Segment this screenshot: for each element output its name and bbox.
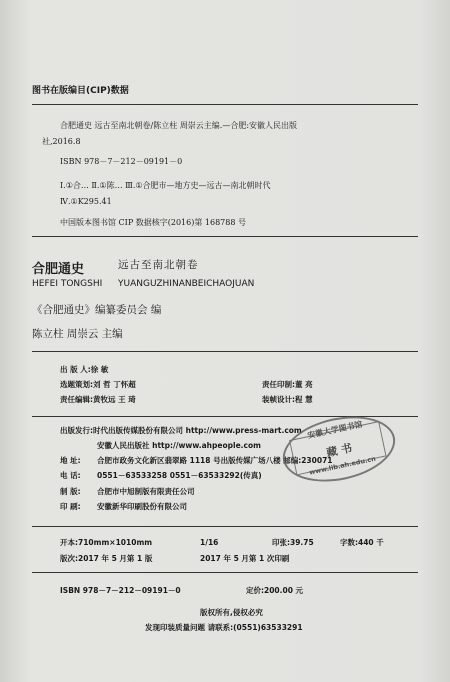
print-supervisor: 责任印制:董 亮 <box>262 380 313 389</box>
edition: 版次:2017 年 5 月第 1 版 <box>60 554 153 563</box>
printed-sheets: 印张:39.75 <box>272 538 314 547</box>
cip-check-number: 中国版本图书馆 CIP 数据核字(2016)第 168788 号 <box>60 218 246 227</box>
publisher-2: 安徽人民出版社 http://www.ahpeople.com <box>97 441 261 450</box>
cip-entry-line1: 合肥通史 远古至南北朝卷/陈立柱 周崇云主编.—合肥:安徽人民出版 <box>60 121 298 130</box>
printing: 安徽新华印刷股份有限公司 <box>97 502 187 511</box>
cip-heading: 图书在版编目(CIP)数据 <box>32 86 129 96</box>
impression: 2017 年 5 月第 1 次印刷 <box>200 554 290 563</box>
library-stamp <box>277 407 401 491</box>
quality-contact: 发现印装质量问题 请联系:(0551)63533291 <box>145 623 303 632</box>
book-subtitle: 远古至南北朝卷 <box>118 259 199 271</box>
binding-design: 装帧设计:程 慧 <box>262 395 313 404</box>
pinyin-subtitle: YUANGUZHINANBEICHAOJUAN <box>118 279 255 289</box>
stamp-top-text: 安徽大学图书馆 <box>306 419 364 441</box>
price: 定价:200.00 元 <box>246 586 304 595</box>
chief-editors: 陈立柱 周崇云 主编 <box>32 328 123 340</box>
responsible-editor: 责任编辑:黄牧远 王 琦 <box>60 395 136 404</box>
rights-notice: 版权所有,侵权必究 <box>200 608 263 617</box>
word-count: 字数:440 千 <box>340 538 384 547</box>
divider <box>32 104 418 105</box>
address-label: 地 址: <box>60 456 81 465</box>
divider <box>32 351 418 352</box>
address: 合肥市政务文化新区翡翠路 1118 号出版传媒广场八楼 邮编:230071 <box>97 456 333 465</box>
printing-label: 印 刷: <box>60 502 81 511</box>
cip-isbn: ISBN 978－7－212－09191－0 <box>60 157 183 166</box>
publisher-person: 出 版 人:徐 敏 <box>60 365 109 374</box>
publisher-1: 出版发行:时代出版传媒股份有限公司 http://www.press-mart.com <box>60 426 302 435</box>
divider <box>32 236 418 237</box>
stamp-bottom-text: www.lib.ah.edu.cn <box>308 454 377 477</box>
compiler: 《合肥通史》编纂委员会 编 <box>32 304 162 316</box>
typesetting: 合肥市中旭制版有限责任公司 <box>97 487 195 496</box>
cip-classification-line1: Ⅰ.①合… Ⅱ.①陈… Ⅲ.①合肥市—地方史—远古—南北朝时代 <box>60 181 271 190</box>
cip-classification-line2: Ⅳ.①K295.41 <box>60 197 112 206</box>
isbn-bottom: ISBN 978－7－212－09191－0 <box>60 586 181 595</box>
typesetting-label: 制 版: <box>60 487 81 496</box>
pinyin-title: HEFEI TONGSHI <box>32 279 103 289</box>
divider <box>32 572 418 573</box>
book-title: 合肥通史 <box>32 262 85 277</box>
stamp-center-text: 藏 书 <box>325 441 354 460</box>
cip-entry-line2: 社,2016.8 <box>42 137 81 146</box>
topic-planning: 选题策划:刘 哲 丁怀超 <box>60 380 136 389</box>
fold: 1/16 <box>200 538 219 547</box>
phone: 0551－63533258 0551－63533292(传真) <box>97 471 262 480</box>
format: 开本:710mm×1010mm <box>60 538 153 547</box>
divider <box>32 526 418 527</box>
phone-label: 电 话: <box>60 471 81 480</box>
